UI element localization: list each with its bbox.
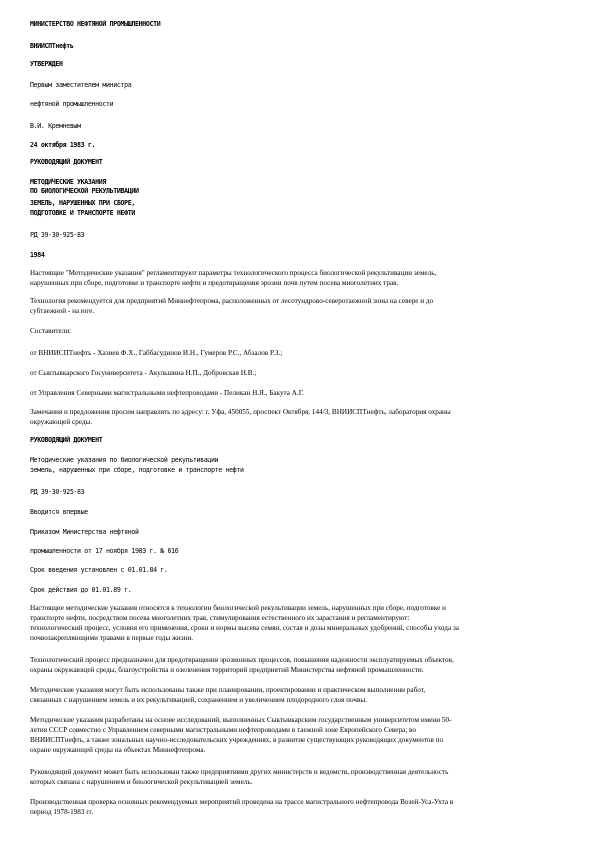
body-paragraph-line: охраны окружающей среды, благоустройства и озеленения территорий предприятий Министерства нефтяной промышленности. — [30, 666, 424, 674]
body-paragraph-line: Технологический процесс предназначен для предотвращения эрозионных процессов, повышения надежности эксплуатируемых объектов, — [30, 656, 454, 664]
approval-position-1: Первым заместителем министра — [30, 81, 132, 89]
doc-title-line: ЗЕМЕЛЬ, НАРУШЕННЫХ ПРИ СБОРЕ, — [30, 199, 135, 207]
doc-title-line: ПО БИОЛОГИЧЕСКОЙ РЕКУЛЬТИВАЦИИ — [30, 187, 139, 195]
start-date: Срок введения установлен с 01.01.84 г. — [30, 566, 168, 574]
body-paragraph-line: Методические указания могут быть использованы также при планировании, проектировании и практическом выполнении работ, — [30, 686, 426, 694]
intro-paragraph-line: Настоящие "Методические указания" регламентируют параметры технологического процесса биологической рекультивации земель, — [30, 269, 437, 277]
doc-type-second: РУКОВОДЯЩИЙ ДОКУМЕНТ — [30, 436, 103, 444]
body-paragraph-line: Производственная проверка основных рекомендуемых мероприятий проведена на трассе магистрального нефтепровода Возей-Уса-Ухта в — [30, 798, 454, 806]
doc-title-second-line: Методические указания по биологической рекультивации — [30, 456, 219, 464]
intro-paragraph-line: Технология рекомендуется для предприятий Миннефтепрома, расположенных от лесотундрово-северотаежной зоны на севере и до — [30, 297, 434, 305]
authors-line: от ВНИИСПТнефть - Хазиев Ф.Х., Габбасудинов И.Н., Гумеров Р.С., Абзалов Р.З.; — [30, 349, 283, 357]
authors-label: Составители: — [30, 327, 72, 335]
remarks-line: Замечания и предложения просим направлять по адресу: г. Уфа, 450055, проспект Октября, 144/3, ВНИИСПТнефть, лаборатория охраны — [30, 408, 451, 416]
intro-paragraph-line: субтаежной - на юге. — [30, 307, 95, 315]
body-paragraph-line: технологический процесс, условия его применения, сроки и нормы высева семян, состав и дозы минеральных удобрений, способы ухода за — [30, 624, 459, 632]
doc-type: РУКОВОДЯЩИЙ ДОКУМЕНТ — [30, 158, 103, 166]
doc-code-second: РД 39-30-925-83 — [30, 488, 85, 496]
doc-title-line: ПОДГОТОВКЕ И ТРАНСПОРТЕ НЕФТИ — [30, 209, 135, 217]
body-paragraph-line: связанных с нарушением земель и их рекультивацией, сохранением и увеличением плодородного слоя почвы. — [30, 696, 367, 704]
doc-title-second-line: земель, нарушенных при сборе, подготовке и транспорте нефти — [30, 466, 244, 474]
body-paragraph-line: Методические указания разработаны на основе исследований, выполненных Сыктывкарским государственным университетом имени 50- — [30, 716, 452, 724]
approval-label: УТВЕРЖДЕН — [30, 60, 63, 68]
order-line: Приказом Министерства нефтяной — [30, 528, 139, 536]
body-paragraph-line: Руководящий документ может быть использован также предприятиями других министерств и ведомств, производственная деятельность — [30, 768, 449, 776]
intro-status: Вводится впервые — [30, 508, 88, 516]
body-paragraph-line: почвозакрепляющими травами в первые годы жизни. — [30, 634, 194, 642]
approval-position-2: нефтяной промышленности — [30, 100, 114, 108]
approval-date: 24 октября 1983 г. — [30, 141, 96, 149]
authors-line: от Управления Северными магистральными нефтепроводами - Пеликан Н.Я., Бакута А.Г. — [30, 389, 304, 397]
body-paragraph-line: транспорте нефти, посредством посева многолетних трав, стимулирования естественного их зарастания и регламентируют: — [30, 614, 410, 622]
ministry-heading: МИНИСТЕРСТВО НЕФТЯНОЙ ПРОМЫШЛЕННОСТИ — [30, 20, 161, 28]
body-paragraph-line: охране окружающей среды на объектах Миннефтепрома. — [30, 746, 206, 754]
body-paragraph-line: период 1978-1983 гг. — [30, 808, 94, 816]
order-line: промышленности от 17 ноября 1983 г. № 616 — [30, 547, 179, 555]
institute-name: ВНИИСПТнефть — [30, 42, 74, 50]
doc-year: 1984 — [30, 251, 45, 259]
doc-code: РД 39-30-925-83 — [30, 231, 85, 239]
body-paragraph-line: ВНИИСПТнефть, а также зональных научно-исследовательских учреждениях, в развитие существующих руководящих документов по — [30, 736, 444, 744]
body-paragraph-line: Настоящие методические указания относятся к технологии биологической рекультивации земель, нарушенных при сборе, подготовке и — [30, 604, 446, 612]
expiry-date: Срок действия до 01.01.89 г. — [30, 586, 132, 594]
body-paragraph-line: которых связана с нарушением и биологической рекультивацией земель. — [30, 778, 253, 786]
body-paragraph-line: летия СССР совместно с Управлением северными магистральными нефтепроводами в таежной зоне Европейского Севера; во — [30, 726, 416, 734]
intro-paragraph-line: нарушенных при сборе, подготовке и транспорте нефти и предотвращения эрозии почв путем посева многолетних трав. — [30, 279, 399, 287]
doc-title-line: МЕТОДИЧЕСКИЕ УКАЗАНИЯ — [30, 178, 107, 186]
approval-name: В.И. Кремневым — [30, 122, 81, 130]
remarks-line: окружающей среды. — [30, 418, 93, 426]
authors-line: от Сыктывкарского Госуниверситета - Акульшина Н.П., Добровская Н.В.; — [30, 369, 257, 377]
